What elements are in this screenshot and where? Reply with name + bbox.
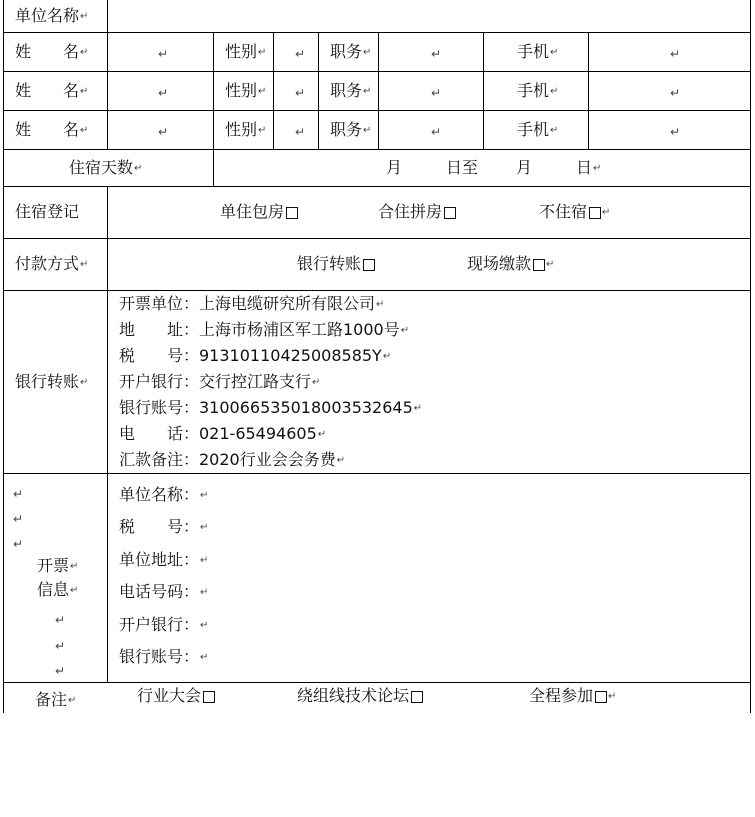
gender-label: 性别↵ (225, 42, 267, 61)
row-divider (3, 238, 751, 239)
invoice-field-bank[interactable]: 开户银行：↵ (119, 615, 209, 634)
bank-info-line: 电 话：021-65494605↵ (119, 424, 327, 443)
attendee-name-label: 姓 名↵ (15, 42, 89, 61)
checkbox-icon[interactable] (533, 259, 545, 271)
checkbox-icon[interactable] (286, 207, 298, 219)
bank-info-line: 开票单位：上海电缆研究所有限公司↵ (119, 294, 385, 313)
row-divider (3, 71, 751, 72)
invoice-field-unit-name[interactable]: 单位名称：↵ (119, 485, 209, 504)
attendee-name-field[interactable]: ↵ (158, 86, 169, 100)
bank-info-line: 开户银行：交行控江路支行↵ (119, 372, 321, 391)
remarks-option-conference[interactable]: 行业大会 (137, 686, 215, 706)
bank-info-line: 汇款备注：2020行业会会务费↵ (119, 450, 346, 469)
row-divider (3, 186, 751, 187)
payment-option-onsite[interactable]: 现场缴款 ↵ (467, 254, 555, 273)
invoice-label-line2: 信息↵ (37, 580, 79, 599)
gender-label: 性别↵ (225, 81, 267, 100)
paragraph-mark: ↵ (13, 512, 24, 526)
remarks-option-full[interactable]: 全程参加 ↵ (529, 686, 617, 705)
stay-end-month[interactable]: 月 (516, 158, 533, 177)
invoice-field-tax-id[interactable]: 税 号：↵ (119, 517, 209, 536)
column-divider (107, 186, 108, 682)
checkbox-icon[interactable] (444, 207, 456, 219)
paragraph-mark: ↵ (55, 664, 66, 678)
paragraph-mark: ↵ (13, 537, 24, 551)
table-right-border (750, 0, 751, 713)
paragraph-mark: ↵ (13, 487, 24, 501)
mobile-field[interactable]: ↵ (670, 86, 681, 100)
position-field[interactable]: ↵ (431, 125, 442, 139)
bank-info-line: 银行账号：310066535018003532645↵ (119, 398, 423, 417)
stay-start-month[interactable]: 月 (386, 158, 403, 177)
mobile-field[interactable]: ↵ (670, 47, 681, 61)
checkbox-icon[interactable] (411, 691, 423, 703)
row-divider (3, 473, 751, 474)
gender-label: 性别↵ (225, 120, 267, 139)
paragraph-mark: ↵ (55, 639, 66, 653)
lodging-option-none[interactable]: 不住宿 ↵ (539, 202, 611, 221)
unit-name-label: 单位名称↵ (15, 6, 89, 25)
position-field[interactable]: ↵ (431, 86, 442, 100)
bank-info-line: 税 号：91310110425008585Y↵ (119, 346, 392, 365)
attendee-name-field[interactable]: ↵ (158, 125, 169, 139)
mobile-label: 手机↵ (517, 81, 559, 100)
column-divider (213, 32, 214, 186)
row-divider (3, 149, 751, 150)
bank-transfer-label: 银行转账↵ (15, 372, 89, 391)
stay-end-day[interactable]: 日↵ (576, 158, 602, 177)
stay-start-day-to[interactable]: 日至 (446, 158, 479, 177)
checkbox-icon[interactable] (363, 259, 375, 271)
position-label: 职务↵ (330, 42, 372, 61)
checkbox-icon[interactable] (589, 207, 601, 219)
invoice-field-address[interactable]: 单位地址：↵ (119, 550, 209, 569)
lodging-option-single[interactable]: 单住包房 (220, 202, 298, 222)
mobile-label: 手机↵ (517, 42, 559, 61)
checkbox-icon[interactable] (203, 691, 215, 703)
table-left-border (3, 0, 4, 713)
row-divider (3, 290, 751, 291)
gender-field[interactable]: ↵ (295, 86, 306, 100)
payment-option-bank[interactable]: 银行转账 (297, 254, 375, 274)
position-label: 职务↵ (330, 81, 372, 100)
mobile-field[interactable]: ↵ (670, 125, 681, 139)
column-divider (588, 32, 589, 149)
position-label: 职务↵ (330, 120, 372, 139)
column-divider (378, 32, 379, 149)
position-field[interactable]: ↵ (431, 47, 442, 61)
invoice-label-line1: 开票↵ (37, 556, 79, 575)
remarks-option-forum[interactable]: 绕组线技术论坛 (297, 686, 423, 706)
checkbox-icon[interactable] (595, 691, 607, 703)
attendee-name-field[interactable]: ↵ (158, 47, 169, 61)
row-divider (3, 682, 751, 683)
invoice-field-phone[interactable]: 电话号码：↵ (119, 582, 209, 601)
mobile-label: 手机↵ (517, 120, 559, 139)
invoice-field-account[interactable]: 银行账号：↵ (119, 647, 209, 666)
lodging-option-shared[interactable]: 合住拼房 (378, 202, 456, 222)
registration-table (3, 0, 751, 713)
stay-days-label: 住宿天数↵ (69, 158, 143, 177)
attendee-name-label: 姓 名↵ (15, 81, 89, 100)
payment-label: 付款方式↵ (15, 254, 89, 273)
bank-info-line: 地 址：上海市杨浦区军工路1000号↵ (119, 320, 410, 339)
column-divider (318, 32, 319, 149)
column-divider (483, 32, 484, 149)
gender-field[interactable]: ↵ (295, 125, 306, 139)
column-divider (273, 32, 274, 149)
unit-name-field[interactable] (108, 0, 750, 32)
gender-field[interactable]: ↵ (295, 47, 306, 61)
paragraph-mark: ↵ (55, 613, 66, 627)
row-divider (3, 110, 751, 111)
attendee-name-label: 姓 名↵ (15, 120, 89, 139)
row-divider (3, 32, 751, 33)
lodging-label: 住宿登记 (15, 202, 80, 221)
remarks-label: 备注↵ (35, 690, 77, 709)
